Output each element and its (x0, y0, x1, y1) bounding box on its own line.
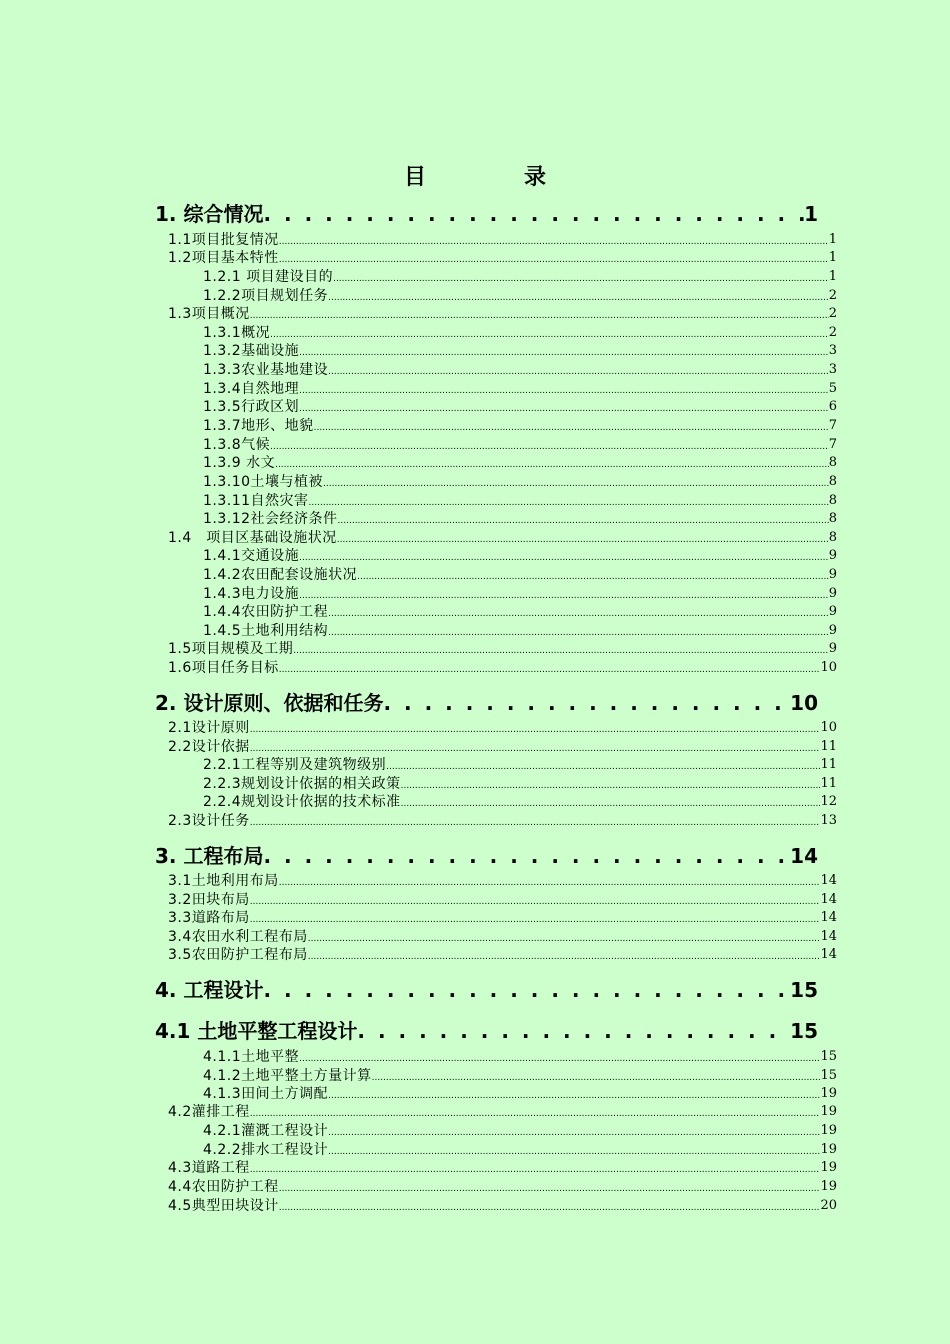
toc-dot-leader (328, 291, 829, 305)
toc-entry-label: 1.3.1概况 (203, 325, 271, 341)
toc-entry-label: 4.4农田防护工程 (168, 1179, 279, 1195)
toc-entry-level-1[interactable] (155, 977, 818, 1003)
toc-entry-label: 2.2.1工程等别及建筑物级别 (203, 757, 387, 773)
toc-entry-label: 1.3.8气候 (203, 437, 271, 453)
toc-entry-page-number: 8 (828, 511, 837, 526)
toc-entry-level-2[interactable] (168, 1103, 837, 1121)
toc-entry-level-2[interactable] (168, 1159, 837, 1177)
toc-dot-leader (337, 533, 829, 547)
toc-dot-leader (250, 1163, 821, 1177)
toc-entry-level-2[interactable] (168, 249, 837, 267)
toc-dot-leader (279, 876, 821, 890)
toc-entry-page-number: 6 (828, 399, 837, 414)
toc-entry-level-3[interactable] (203, 398, 837, 416)
toc-entry-page-number: 9 (828, 586, 837, 601)
toc-dot-leader (250, 816, 821, 830)
toc-entry-page-number: 2 (828, 325, 837, 340)
toc-entry-label: 1.3.3农业基地建设 (203, 362, 329, 378)
toc-entry-level-3[interactable] (203, 510, 837, 528)
toc-entry-label: 1. 综合情况 (155, 202, 264, 226)
toc-entry-label: 1.1项目批复情况 (168, 232, 279, 248)
toc-entry-page-number: 1 (804, 202, 818, 226)
toc-entry-page-number: 14 (790, 844, 818, 868)
toc-entry-page-number: 7 (828, 418, 837, 433)
toc-entry-page-number: 11 (820, 776, 837, 791)
toc-dot-leader (279, 1201, 821, 1215)
toc-dot-leader (328, 365, 829, 379)
toc-entry-level-3[interactable] (203, 603, 837, 621)
toc-entry-level-3[interactable] (203, 793, 837, 811)
toc-entry-page-number: 13 (820, 813, 837, 828)
toc-entry-page-number: 15 (820, 1049, 837, 1064)
toc-entry-level-2[interactable] (168, 1197, 837, 1215)
toc-entry-label: 1.3.10土壤与植被 (203, 474, 324, 490)
toc-entry-level-1[interactable] (155, 201, 818, 227)
toc-entry-page-number: 19 (820, 1160, 837, 1175)
toc-entry-level-3[interactable] (203, 585, 837, 603)
toc-entry-level-2[interactable] (168, 529, 837, 547)
toc-entry-level-2[interactable] (168, 305, 837, 323)
toc-entry-label: 4.1.2土地平整土方量计算 (203, 1068, 372, 1084)
toc-entry-page-number: 9 (828, 567, 837, 582)
toc-entry-label: 2.2.3规划设计依据的相关政策 (203, 776, 401, 792)
toc-entry-label: 4.1.3田间土方调配 (203, 1086, 329, 1102)
toc-entry-label: 1.4.2农田配套设施状况 (203, 567, 358, 583)
toc-entry-page-number: 19 (820, 1142, 837, 1157)
toc-dot-leader (279, 1182, 821, 1196)
toc-entry-label: 3.3道路布局 (168, 910, 250, 926)
toc-entry-page-number: 10 (820, 720, 837, 735)
toc-dot-leader (401, 779, 821, 793)
toc-dot-leader (299, 402, 829, 416)
toc-entry-page-number: 20 (820, 1198, 837, 1213)
toc-dot-leader (328, 1089, 820, 1103)
toc-dot-leader (299, 551, 829, 565)
toc-entry-page-number: 3 (828, 362, 837, 377)
toc-entry-level-2[interactable] (168, 719, 837, 737)
toc-entry-label: 2.1设计原则 (168, 720, 250, 736)
toc-entry-level-2[interactable] (168, 640, 837, 658)
toc-entry-label: 1.4.1交通设施 (203, 548, 300, 564)
toc-entry-level-2[interactable] (168, 738, 837, 756)
toc-dot-leader (328, 1145, 820, 1159)
toc-entry-level-3[interactable] (203, 775, 837, 793)
toc-entry-page-number: 15 (790, 978, 818, 1002)
toc-dot-leader (314, 421, 829, 435)
toc-entry-label: 1.3.12社会经济条件 (203, 511, 338, 527)
toc-entry-page-number: 8 (828, 493, 837, 508)
toc-entry-label: 2.2.4规划设计依据的技术标准 (203, 794, 401, 810)
toc-dot-leader (299, 346, 829, 360)
toc-dot-leader (308, 932, 821, 946)
toc-dot-leader (250, 723, 821, 737)
toc-entry-level-3[interactable] (203, 324, 837, 342)
toc-entry-level-3[interactable] (203, 454, 837, 472)
toc-dot-leader (263, 201, 804, 227)
toc-dot-leader (299, 1052, 820, 1066)
toc-entry-page-number: 19 (820, 1123, 837, 1138)
toc-dot-leader (275, 458, 829, 472)
toc-entry-label: 1.3.11自然灾害 (203, 493, 309, 509)
toc-entry-level-2[interactable] (168, 659, 837, 677)
toc-dot-leader (250, 309, 829, 323)
toc-entry-label: 1.2.1 项目建设目的 (203, 269, 334, 285)
toc-entry-level-3[interactable] (203, 417, 837, 435)
toc-entry-label: 1.4 项目区基础设施状况 (168, 530, 337, 546)
toc-entry-label: 3. 工程布局 (155, 844, 264, 868)
toc-entry-level-3[interactable] (203, 1085, 837, 1103)
toc-entry-level-2[interactable] (168, 909, 837, 927)
toc-entry-page-number: 9 (828, 623, 837, 638)
toc-dot-leader (383, 690, 790, 716)
toc-entry-label: 4.1.1土地平整 (203, 1049, 300, 1065)
toc-entry-page-number: 2 (828, 306, 837, 321)
toc-entry-page-number: 15 (790, 1019, 818, 1043)
toc-dot-leader (338, 514, 829, 528)
toc-entry-label: 1.3.9 水文 (203, 455, 276, 471)
toc-entry-level-3[interactable] (203, 1122, 837, 1140)
toc-entry-page-number: 8 (828, 474, 837, 489)
toc-entry-page-number: 14 (820, 873, 837, 888)
toc-dot-leader (309, 496, 829, 510)
toc-dot-leader (328, 607, 829, 621)
toc-dot-leader (270, 328, 829, 342)
toc-dot-leader (299, 384, 829, 398)
toc-entry-label: 2.3设计任务 (168, 813, 250, 829)
toc-entry-level-3[interactable] (203, 566, 837, 584)
toc-entry-level-2[interactable] (168, 812, 837, 830)
toc-entry-level-3[interactable] (203, 622, 837, 640)
toc-entry-label: 1.3.2基础设施 (203, 343, 300, 359)
toc-entry-level-2[interactable] (168, 891, 837, 909)
toc-dot-leader (279, 663, 821, 677)
toc-entry-level-3[interactable] (203, 1048, 837, 1066)
toc-entry-level-2[interactable] (168, 872, 837, 890)
toc-entry-label: 4.3道路工程 (168, 1160, 250, 1176)
toc-entry-page-number: 1 (828, 232, 837, 247)
toc-entry-label: 3.2田块布局 (168, 892, 250, 908)
toc-entry-level-1[interactable] (155, 1018, 818, 1044)
toc-entry-page-number: 19 (820, 1179, 837, 1194)
toc-entry-level-3[interactable] (203, 361, 837, 379)
toc-dot-leader (333, 272, 829, 286)
toc-entry-page-number: 10 (820, 660, 837, 675)
toc-entry-label: 4.2灌排工程 (168, 1104, 250, 1120)
toc-entry-label: 1.5项目规模及工期 (168, 641, 294, 657)
toc-entry-page-number: 10 (790, 691, 818, 715)
toc-entry-level-2[interactable] (168, 1178, 837, 1196)
toc-dot-leader (299, 589, 829, 603)
toc-dot-leader (263, 843, 790, 869)
toc-entry-page-number: 8 (828, 530, 837, 545)
toc-entry-label: 2.2设计依据 (168, 739, 250, 755)
toc-entry-page-number: 14 (820, 910, 837, 925)
toc-dot-leader (308, 950, 821, 964)
toc-entry-level-3[interactable] (203, 547, 837, 565)
toc-entry-label: 4.1 土地平整工程设计 (155, 1019, 358, 1043)
toc-entry-page-number: 15 (820, 1068, 837, 1083)
toc-dot-leader (386, 760, 820, 774)
toc-dot-leader (279, 253, 829, 267)
toc-entry-label: 1.4.4农田防护工程 (203, 604, 329, 620)
toc-entry-label: 1.4.3电力设施 (203, 586, 300, 602)
toc-entry-page-number: 8 (828, 455, 837, 470)
toc-entry-page-number: 3 (828, 343, 837, 358)
toc-entry-label: 3.5农田防护工程布局 (168, 947, 308, 963)
toc-entry-label: 1.3.4自然地理 (203, 381, 300, 397)
toc-entry-page-number: 2 (828, 288, 837, 303)
toc-dot-leader (250, 1107, 821, 1121)
toc-entry-label: 4.5典型田块设计 (168, 1198, 279, 1214)
toc-entry-page-number: 1 (828, 269, 837, 284)
toc-entry-label: 4.2.1灌溉工程设计 (203, 1123, 329, 1139)
toc-entry-page-number: 5 (828, 381, 837, 396)
toc-entry-page-number: 14 (820, 947, 837, 962)
toc-entry-level-3[interactable] (203, 756, 837, 774)
toc-entry-level-3[interactable] (203, 436, 837, 454)
toc-dot-leader (293, 644, 828, 658)
toc-dot-leader (357, 570, 829, 584)
toc-entry-page-number: 7 (828, 437, 837, 452)
toc-dot-leader (250, 895, 821, 909)
toc-dot-leader (279, 235, 829, 249)
toc-entry-label: 1.2.2项目规划任务 (203, 288, 329, 304)
toc-entry-label: 1.3.5行政区划 (203, 399, 300, 415)
toc-entry-level-3[interactable] (203, 287, 837, 305)
toc-entry-page-number: 9 (828, 604, 837, 619)
toc-entry-level-3[interactable] (203, 1067, 837, 1085)
toc-entry-level-2[interactable] (168, 928, 837, 946)
toc-entry-level-1[interactable] (155, 843, 818, 869)
toc-entry-label: 1.4.5土地利用结构 (203, 623, 329, 639)
toc-entry-label: 1.3项目概况 (168, 306, 250, 322)
toc-entry-level-3[interactable] (203, 1141, 837, 1159)
toc-entry-level-3[interactable] (203, 492, 837, 510)
toc-entry-label: 1.3.7地形、地貌 (203, 418, 314, 434)
toc-entry-label: 3.1土地利用布局 (168, 873, 279, 889)
toc-dot-leader (328, 626, 829, 640)
toc-entry-page-number: 19 (820, 1104, 837, 1119)
toc-dot-leader (250, 913, 821, 927)
toc-entry-page-number: 14 (820, 929, 837, 944)
toc-dot-leader (401, 797, 821, 811)
toc-dot-leader (270, 440, 829, 454)
toc-dot-leader (323, 477, 829, 491)
toc-entry-page-number: 19 (820, 1086, 837, 1101)
toc-entry-page-number: 9 (828, 548, 837, 563)
toc-entry-page-number: 12 (820, 794, 837, 809)
toc-entry-label: 4. 工程设计 (155, 978, 264, 1002)
toc-entry-label: 3.4农田水利工程布局 (168, 929, 308, 945)
toc-entry-page-number: 14 (820, 892, 837, 907)
toc-entry-level-3[interactable] (203, 342, 837, 360)
toc-entry-label: 1.6项目任务目标 (168, 660, 279, 676)
toc-entry-level-3[interactable] (203, 473, 837, 491)
toc-entry-level-2[interactable] (168, 946, 837, 964)
toc-entry-level-3[interactable] (203, 268, 837, 286)
toc-entry-page-number: 1 (828, 250, 837, 265)
page-title: 目 录 (403, 165, 584, 190)
toc-entry-label: 4.2.2排水工程设计 (203, 1142, 329, 1158)
toc-entry-page-number: 11 (820, 739, 837, 754)
toc-entry-level-2[interactable] (168, 231, 837, 249)
toc-dot-leader (357, 1018, 790, 1044)
toc-dot-leader (263, 977, 790, 1003)
toc-entry-page-number: 9 (828, 641, 837, 656)
toc-entry-level-1[interactable] (155, 690, 818, 716)
toc-dot-leader (372, 1071, 821, 1085)
toc-entry-label: 1.2项目基本特性 (168, 250, 279, 266)
toc-dot-leader (250, 742, 821, 756)
toc-entry-page-number: 11 (820, 757, 837, 772)
toc-entry-level-3[interactable] (203, 380, 837, 398)
toc-entry-label: 2. 设计原则、依据和任务 (155, 691, 384, 715)
toc-dot-leader (328, 1126, 820, 1140)
